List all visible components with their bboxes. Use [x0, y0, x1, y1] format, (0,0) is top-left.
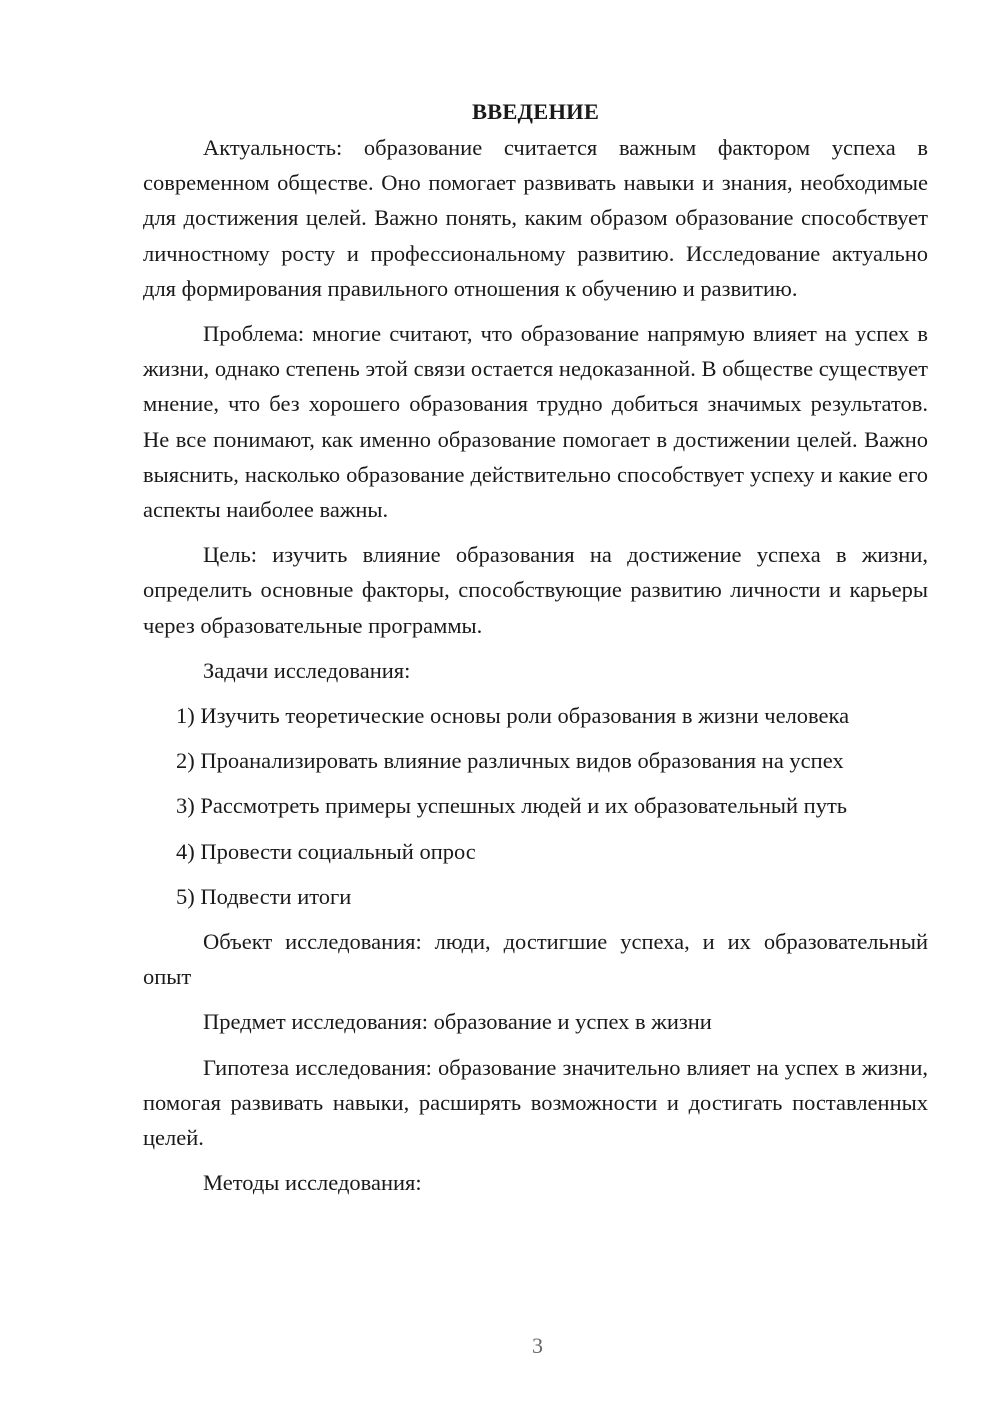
object-paragraph: Объект исследования: люди, достигшие успеха, и их образовательный опыт [143, 929, 928, 990]
relevance-paragraph: Актуальность: образование считается важным фактором успеха в современном обществе. Оно помогает развивать навыки и знания, необходимые для достижения целей. Важно понять, каким образом образование способствует личностному росту и профессиональному развитию. Исследование актуально для формирования правильного отношения к обучению и развитию. [143, 135, 928, 301]
subject-paragraph: Предмет исследования: образование и успех в жизни [203, 1009, 712, 1035]
problem-paragraph: Проблема: многие считают, что образование напрямую влияет на успех в жизни, однако степень этой связи остается недоказанной. В обществе существует мнение, что без хорошего образования трудно добиться значимых результатов. Не все понимают, как именно образование помогает в достижении целей. Важно выяснить, насколько образование действительно способствует успеху и какие его аспекты наиболее важны. [143, 321, 928, 523]
methods-heading: Методы исследования: [203, 1170, 422, 1196]
task-item: 3) Рассмотреть примеры успешных людей и их образовательный путь [176, 793, 848, 819]
task-item: 2) Проанализировать влияние различных видов образования на успех [176, 748, 844, 774]
tasks-list [143, 698, 928, 914]
page-number: 3 [532, 1333, 543, 1358]
task-item: 5) Подвести итоги [176, 883, 352, 909]
tasks-heading: Задачи исследования: [203, 657, 411, 683]
task-item: 1) Изучить теоретические основы роли образования в жизни человека [176, 703, 850, 729]
task-item: 4) Провести социальный опрос [176, 838, 476, 864]
hypothesis-paragraph: Гипотеза исследования: образование значительно влияет на успех в жизни, помогая развивать навыки, расширять возможности и достигать поставленных целей. [143, 1054, 928, 1151]
page-title: ВВЕДЕНИЕ [471, 99, 600, 124]
goal-paragraph: Цель: изучить влияние образования на достижение успеха в жизни, определить основные факторы, способствующие развитию личности и карьеры через образовательные программы. [143, 542, 928, 638]
page-content [143, 95, 928, 1210]
